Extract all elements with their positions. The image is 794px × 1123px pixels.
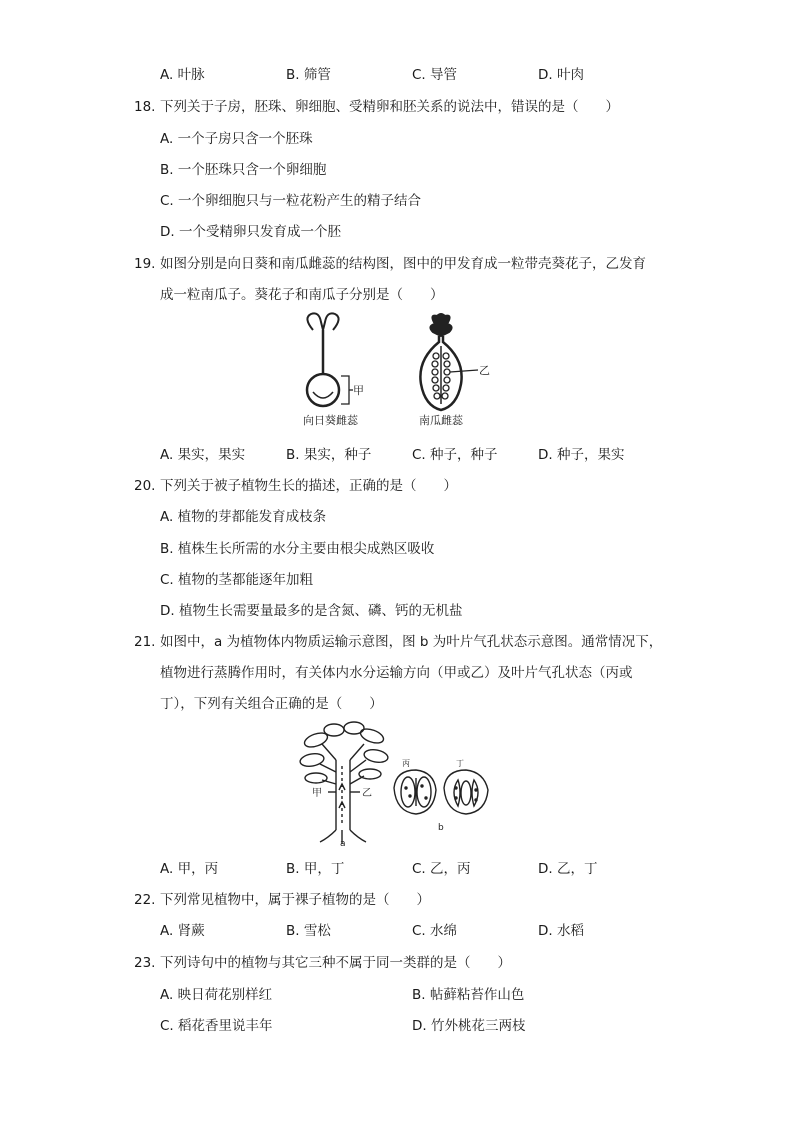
q19-option-b: B. 果实，种子 (286, 447, 372, 463)
plant-drawing (299, 722, 389, 844)
question-number: 22. (134, 892, 156, 908)
question-number: 18. (134, 99, 156, 115)
q21-option-b: B. 甲，丁 (286, 861, 345, 877)
q18-option-d: D. 一个受精卵只发育成一个胚 (160, 224, 341, 240)
label-ding: 丁 (456, 759, 464, 768)
q19-option-d: D. 种子，果实 (538, 447, 625, 463)
label-bing: 丙 (402, 759, 410, 768)
pumpkin-pistil-drawing (420, 314, 461, 410)
question-number: 20. (134, 478, 156, 494)
q17-option-b: B. 筛管 (286, 67, 331, 83)
label-a: a (340, 839, 346, 848)
q19-option-a: A. 果实，果实 (160, 447, 246, 463)
question-stem-line1: 如图分别是向日葵和南瓜雌蕊的结构图，图中的甲发育成一粒带壳葵花子，乙发育 (160, 256, 646, 272)
label-yi: 乙 (479, 364, 490, 377)
question-stem: 下列关于被子植物生长的描述，正确的是（ ） (160, 478, 457, 494)
q18-option-b: B. 一个胚珠只含一个卵细胞 (160, 162, 327, 178)
q23-option-d: D. 竹外桃花三两枝 (412, 1018, 526, 1034)
label-b: b (438, 823, 444, 833)
label-jia: 甲 (312, 788, 322, 799)
q18-option-a: A. 一个子房只含一个胚珠 (160, 131, 313, 147)
label-yi: 乙 (362, 788, 372, 799)
question-stem-line2: 植物进行蒸腾作用时，有关体内水分运输方向（甲或乙）及叶片气孔状态（丙或 (160, 665, 633, 681)
question-number: 23. (134, 955, 156, 971)
q18-option-c: C. 一个卵细胞只与一粒花粉产生的精子结合 (160, 193, 422, 209)
question-stem-line3: 丁），下列有关组合正确的是（ ） (160, 696, 383, 712)
q23-option-a: A. 映日荷花别样红 (160, 987, 273, 1003)
q20-option-c: C. 植物的茎都能逐年加粗 (160, 572, 314, 588)
q17-option-d: D. 叶肉 (538, 67, 584, 83)
q21-option-c: C. 乙，丙 (412, 861, 471, 877)
stoma-ding-drawing (444, 770, 488, 814)
q20-option-b: B. 植株生长所需的水分主要由根尖成熟区吸收 (160, 541, 435, 557)
sunflower-pistil-drawing (307, 313, 353, 406)
q22-option-a: A. 肾蕨 (160, 923, 205, 939)
stoma-bing-drawing (394, 770, 436, 814)
question-stem-line1: 如图中，a 为植物体内物质运输示意图，图 b 为叶片气孔状态示意图。通常情况下， (160, 634, 663, 650)
question-number: 21. (134, 634, 156, 650)
question-stem: 下列诗句中的植物与其它三种不属于同一类群的是（ ） (160, 955, 511, 971)
q21-option-d: D. 乙，丁 (538, 861, 598, 877)
label-jia: 甲 (353, 384, 364, 397)
pistil-figure (295, 312, 505, 430)
question-stem: 下列常见植物中，属于裸子植物的是（ ） (160, 892, 430, 908)
caption-sunflower: 向日葵雌蕊 (303, 414, 358, 427)
q17-option-a: A. 叶脉 (160, 67, 205, 83)
q20-option-d: D. 植物生长需要量最多的是含氮、磷、钙的无机盐 (160, 603, 463, 619)
q19-option-c: C. 种子，种子 (412, 447, 498, 463)
question-number: 19. (134, 256, 156, 272)
caption-pumpkin: 南瓜雌蕊 (419, 414, 463, 427)
q17-option-c: C. 导管 (412, 67, 458, 83)
q23-option-c: C. 稻花香里说丰年 (160, 1018, 273, 1034)
q21-option-a: A. 甲，丙 (160, 861, 219, 877)
q23-option-b: B. 帖藓粘苔作山色 (412, 987, 525, 1003)
q22-option-b: B. 雪松 (286, 923, 331, 939)
q22-option-c: C. 水绵 (412, 923, 458, 939)
question-stem-line2: 成一粒南瓜子。葵花子和南瓜子分别是（ ） (160, 287, 444, 303)
q20-option-a: A. 植物的芽都能发育成枝条 (160, 509, 327, 525)
q22-option-d: D. 水稻 (538, 923, 584, 939)
transport-stomata-figure (298, 720, 498, 848)
question-stem: 下列关于子房，胚珠、卵细胞、受精卵和胚关系的说法中，错误的是（ ） (160, 99, 619, 115)
pumpkin-ovules (432, 353, 478, 399)
